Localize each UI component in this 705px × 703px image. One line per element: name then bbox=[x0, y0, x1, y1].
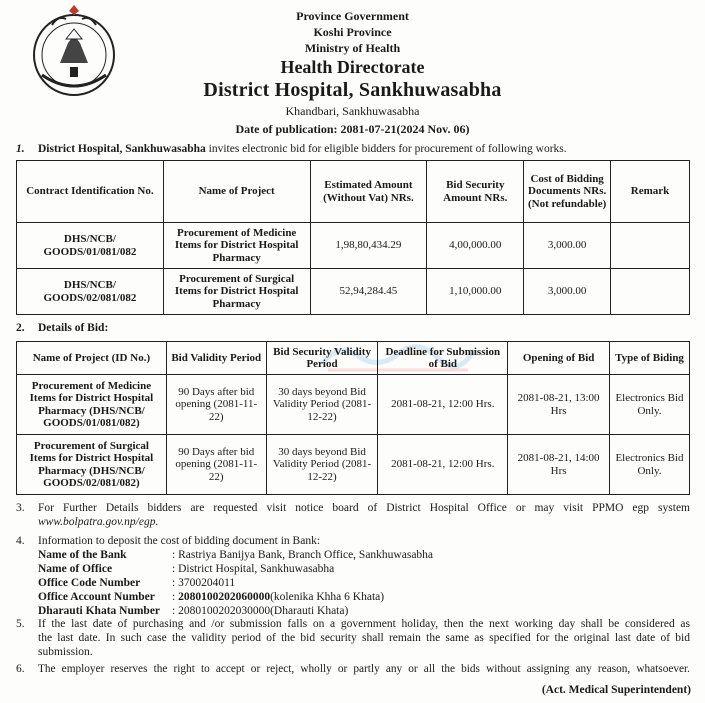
contract-id-cell: DHS/NCB/ GOODS/02/081/082 bbox=[17, 269, 164, 315]
section2-title: Details of Bid: bbox=[38, 322, 109, 334]
col-opening: Opening of Bid bbox=[508, 342, 610, 375]
dharauti-value: : 2080100202030000(Dharauti Khata) bbox=[172, 605, 349, 617]
col-estimated-amount: Estimated Amount (Without Vat) NRs. bbox=[310, 161, 427, 223]
deadline-cell: 2081-08-21, 12:00 Hrs. bbox=[378, 435, 508, 495]
col-bid-validity: Bid Validity Period bbox=[166, 342, 266, 375]
col-bid-type: Type of Biding bbox=[610, 342, 690, 375]
table-row bbox=[17, 223, 690, 269]
province-line: Koshi Province bbox=[313, 25, 392, 39]
bid-details-table bbox=[16, 341, 690, 495]
account-number-label: Office Account Number bbox=[38, 591, 155, 603]
project-id-cell: Procurement of Surgical Items for District Hospital Pharmacy (DHS/NCB/ GOODS/02/081/082) bbox=[17, 435, 167, 495]
egp-link[interactable]: www.bolpatra.gov.np/egp. bbox=[38, 516, 159, 528]
cost-cell: 3,000.00 bbox=[524, 223, 611, 269]
office-name-label: Name of Office bbox=[38, 563, 113, 575]
estimate-cell: 52,94,284.45 bbox=[310, 269, 427, 315]
cost-cell: 3,000.00 bbox=[524, 269, 611, 315]
section3-number: 3. bbox=[16, 502, 25, 514]
project-id-cell: Procurement of Medicine Items for District Hospital Pharmacy (DHS/NCB/ GOODS/01/081/082) bbox=[17, 375, 167, 435]
bid-table-header bbox=[17, 342, 690, 375]
section1-number: 1. bbox=[16, 143, 25, 155]
col-project-id: Name of Project (ID No.) bbox=[17, 342, 167, 375]
table-row bbox=[17, 269, 690, 315]
section3-text: For Further Details bidders are requested visit notice board of District Hospital Office or may visit PPMO egp system bbox=[38, 502, 690, 514]
section4-number: 4. bbox=[16, 535, 25, 547]
section6-number: 6. bbox=[16, 663, 25, 675]
account-number-value bbox=[172, 591, 384, 603]
security-cell: 1,10,000.00 bbox=[427, 269, 524, 315]
office-code-label: Office Code Number bbox=[38, 577, 141, 589]
opening-cell: 2081-08-21, 13:00 Hrs bbox=[508, 375, 610, 435]
section5-line3: submission. bbox=[38, 646, 93, 658]
publication-date: Date of publication: 2081-07-21(2024 Nov. 06) bbox=[235, 122, 470, 136]
col-bidding-cost: Cost of Bidding Documents NRs.(Not refundable) bbox=[524, 161, 611, 223]
account-colon: : bbox=[172, 591, 179, 603]
hospital-title: District Hospital, Sankhuwasabha bbox=[203, 79, 502, 101]
works-table-header bbox=[17, 161, 690, 223]
office-code-value: : 3700204011 bbox=[172, 577, 236, 589]
col-remark: Remark bbox=[611, 161, 690, 223]
office-name-value: : District Hospital, Sankhuwasabha bbox=[172, 563, 335, 575]
remark-cell bbox=[611, 223, 690, 269]
account-number: 2080100202060000 bbox=[178, 591, 271, 603]
col-bid-security: Bid Security Amount NRs. bbox=[427, 161, 524, 223]
section5-number: 5. bbox=[16, 618, 25, 630]
contract-id-cell: DHS/NCB/ GOODS/01/081/082 bbox=[17, 223, 164, 269]
project-cell: Procurement of Surgical Items for District Hospital Pharmacy bbox=[163, 269, 310, 315]
col-deadline: Deadline for Submission of Bid bbox=[378, 342, 508, 375]
section5-line1: If the last date of purchasing and /or submission falls on a government holiday, then the next working day shall be considered as bbox=[38, 618, 690, 630]
project-cell: Procurement of Medicine Items for District Hospital Pharmacy bbox=[163, 223, 310, 269]
table-row bbox=[17, 435, 690, 495]
section4-title: Information to deposit the cost of bidding document in Bank: bbox=[38, 535, 321, 547]
deadline-cell: 2081-08-21, 12:00 Hrs. bbox=[378, 375, 508, 435]
table-row bbox=[17, 375, 690, 435]
location-line: Khandbari, Sankhuwasabha bbox=[285, 104, 420, 118]
section1-intro-bold: District Hospital, Sankhuwasabha bbox=[38, 143, 206, 155]
works-table bbox=[16, 160, 690, 315]
security-validity-cell: 30 days beyond Bid Validity Period (2081-12-22) bbox=[266, 375, 378, 435]
account-note: (kolenika Khha 6 Khata) bbox=[270, 591, 385, 603]
bank-name-value: : Rastriya Banijya Bank, Branch Office, Sankhuwasabha bbox=[172, 549, 434, 561]
bid-type-cell: Electronics Bid Only. bbox=[610, 375, 690, 435]
col-security-validity: Bid Security Validity Period bbox=[266, 342, 378, 375]
remark-cell bbox=[611, 269, 690, 315]
validity-cell: 90 Days after bid opening (2081-11-22) bbox=[166, 435, 266, 495]
security-cell: 4,00,000.00 bbox=[427, 223, 524, 269]
section6-text: The employer reserves the right to accept or reject, wholly or partly any or all the bids without assigning any reason, whatsoever. bbox=[38, 663, 690, 675]
signature-line: (Act. Medical Superintendent) bbox=[541, 684, 691, 696]
directorate-title: Health Directorate bbox=[280, 57, 425, 77]
section5-line2: the last date. In such case the validity period of the bid security shall remain the same as specified for the original last date of bid bbox=[38, 632, 690, 644]
bid-type-cell: Electronics Bid Only. bbox=[610, 435, 690, 495]
validity-cell: 90 Days after bid opening (2081-11-22) bbox=[166, 375, 266, 435]
estimate-cell: 1,98,80,434.29 bbox=[310, 223, 427, 269]
ministry-line: Ministry of Health bbox=[304, 41, 401, 55]
opening-cell: 2081-08-21, 14:00 Hrs bbox=[508, 435, 610, 495]
security-validity-cell: 30 days beyond Bid Validity Period (2081-12-22) bbox=[266, 435, 378, 495]
col-contract-id: Contract Identification No. bbox=[17, 161, 164, 223]
section1-intro bbox=[38, 143, 567, 157]
col-project-name: Name of Project bbox=[163, 161, 310, 223]
gov-line: Province Government bbox=[296, 9, 409, 23]
dharauti-label: Dharauti Khata Number bbox=[38, 605, 161, 617]
bank-name-label: Name of the Bank bbox=[38, 549, 127, 561]
section1-intro-rest: invites electronic bid for eligible bidders for procurement of following works. bbox=[205, 143, 567, 155]
section2-number: 2. bbox=[16, 322, 25, 334]
